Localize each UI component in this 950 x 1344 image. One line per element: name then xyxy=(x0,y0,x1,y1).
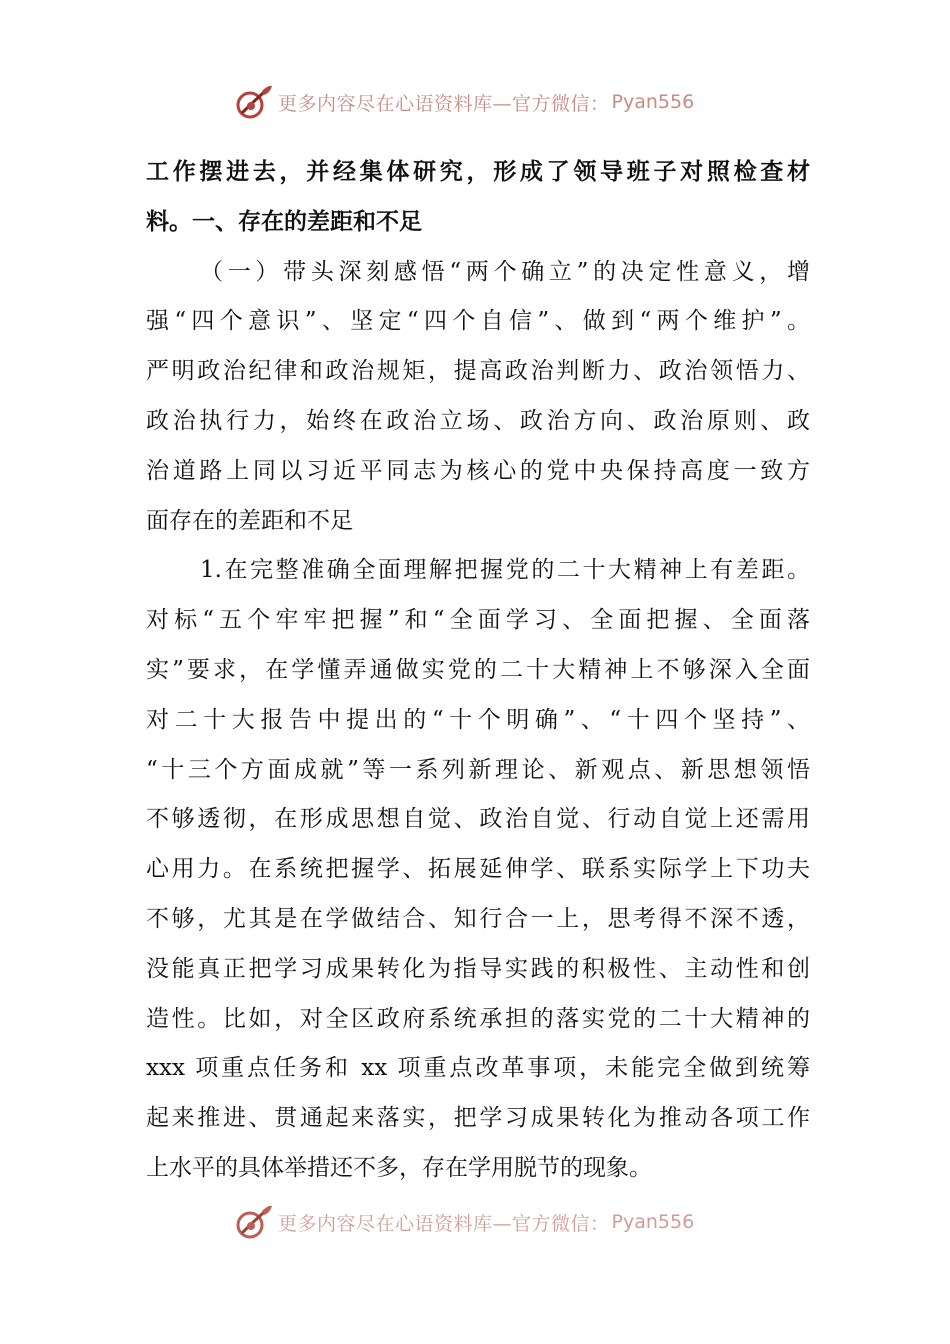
paragraph-line: 1.在完整准确全面理解把握党的二十大精神上有差距。 xyxy=(200,557,810,584)
paragraph-line: 对标“五个牢牢把握”和“全面学习、全面把握、全面落 xyxy=(146,607,810,634)
section-heading-line: 治道路上同以习近平同志为核心的党中央保持高度一致方 xyxy=(146,457,810,484)
quill-logo-icon xyxy=(232,83,274,121)
section-heading-line: （一）带头深刻感悟“两个确立”的决定性意义，增 xyxy=(200,258,810,285)
paragraph-line: 上水平的具体举措还不多，存在学用脱节的现象。 xyxy=(146,1154,652,1181)
quill-logo-icon xyxy=(232,1203,274,1241)
paragraph-line: 对二十大报告中提出的“十个明确”、“十四个坚持”、 xyxy=(146,706,810,733)
watermark-wechat-code: Pyan556 xyxy=(611,91,695,113)
title-line: 料。一、存在的差距和不足 xyxy=(146,208,422,235)
title-line: 工作摆进去，并经集体研究，形成了领导班子对照检查材 xyxy=(146,159,810,185)
paragraph-line: “十三个方面成就”等一系列新理论、新观点、新思想领悟 xyxy=(146,756,810,783)
paragraph-line: 心用力。在系统把握学、拓展延伸学、联系实际学上下功夫 xyxy=(146,856,810,883)
paragraph-line: 不够，尤其是在学做结合、知行合一上，思考得不深不透， xyxy=(146,905,810,932)
paragraph-line: 造性。比如，对全区政府系统承担的落实党的二十大精神的 xyxy=(146,1005,810,1032)
watermark-text: 更多内容尽在心语资料库—官方微信： xyxy=(278,1212,610,1235)
paragraph-line: xxx 项重点任务和 xx 项重点改革事项，未能完全做到统筹 xyxy=(146,1055,810,1082)
paragraph-line: 起来推进、贯通起来落实，把学习成果转化为推动各项工作 xyxy=(146,1105,810,1132)
footer-watermark xyxy=(232,1202,694,1242)
section-heading-line: 面存在的差距和不足 xyxy=(146,507,353,534)
paragraph-line: 没能真正把学习成果转化为指导实践的积极性、主动性和创 xyxy=(146,955,810,982)
watermark-text: 更多内容尽在心语资料库—官方微信： xyxy=(278,92,610,115)
section-heading-line: 严明政治纪律和政治规矩，提高政治判断力、政治领悟力、 xyxy=(146,358,810,385)
paragraph-line: 实”要求，在学懂弄通做实党的二十大精神上不够深入全面 xyxy=(146,656,810,683)
section-heading-line: 政治执行力，始终在政治立场、政治方向、政治原则、政 xyxy=(146,407,810,434)
header-watermark xyxy=(232,82,694,122)
section-heading-line: 强“四个意识”、坚定“四个自信”、做到“两个维护”。 xyxy=(146,308,810,335)
paragraph-line: 不够透彻，在形成思想自觉、政治自觉、行动自觉上还需用 xyxy=(146,806,810,833)
document-body xyxy=(146,148,810,1194)
watermark-wechat-code: Pyan556 xyxy=(611,1211,695,1233)
